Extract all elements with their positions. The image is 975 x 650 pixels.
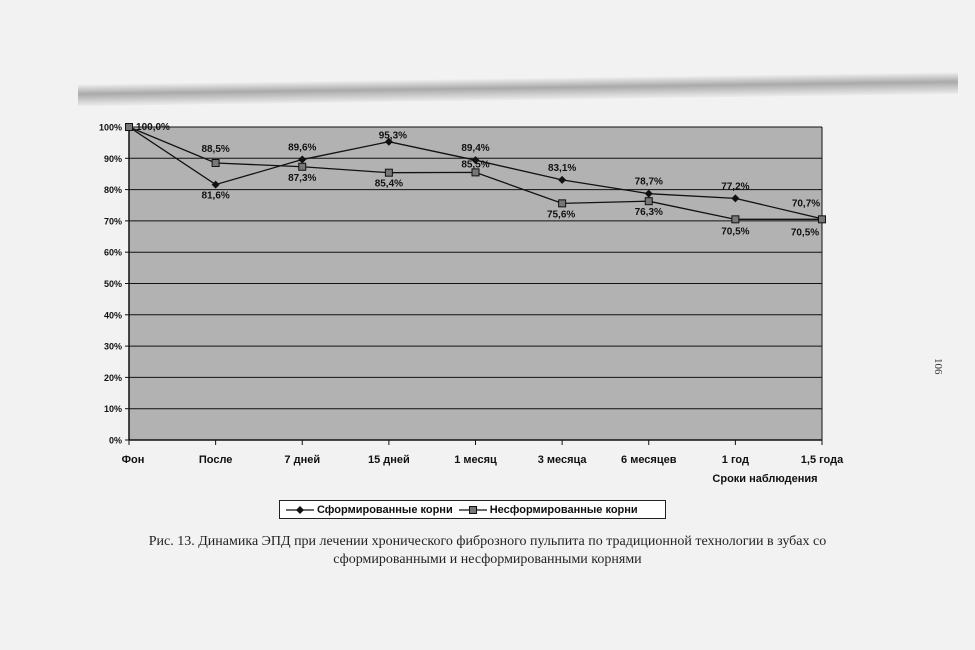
data-label-unformed: 88,5%: [201, 143, 230, 155]
y-tick-label: 80%: [103, 185, 122, 196]
x-tick-label: 15 дней: [367, 454, 410, 466]
legend-item-unformed: [459, 504, 638, 516]
square-marker-icon: [459, 505, 487, 515]
legend-item-formed: [286, 504, 453, 516]
data-label-unformed: 85,5%: [461, 159, 490, 171]
data-label-unformed: 76,3%: [634, 207, 663, 219]
data-label-formed: 70,7%: [791, 198, 821, 210]
data-label-formed: 78,7%: [634, 176, 663, 188]
x-tick-label: После: [198, 454, 233, 466]
data-label-unformed: 70,5%: [790, 227, 820, 239]
data-label-unformed: 85,4%: [374, 178, 404, 190]
data-label-formed: 83,1%: [547, 162, 577, 174]
figure-caption: [60, 533, 915, 569]
square-marker: [126, 124, 133, 131]
square-marker: [645, 198, 652, 205]
y-tick-label: 90%: [103, 153, 122, 164]
y-tick-label: 20%: [103, 372, 122, 383]
data-label-unformed: 75,6%: [546, 209, 576, 221]
legend-label-formed: Сформированные корни: [317, 503, 453, 516]
x-tick-label: 6 месяцев: [621, 454, 677, 466]
square-marker: [385, 169, 392, 176]
x-tick-label: 7 дней: [284, 454, 321, 466]
data-label-formed: 100,0%: [136, 122, 170, 133]
y-tick-label: 30%: [103, 341, 122, 352]
y-tick-label: 0%: [108, 435, 122, 446]
page-number: 106: [932, 358, 944, 375]
y-tick-label: 50%: [103, 279, 122, 289]
chart-legend: [279, 500, 666, 519]
data-label-unformed: 87,3%: [288, 172, 317, 184]
caption-line-1: Рис. 13. Динамика ЭПД при лечении хронического фиброзного пульпита по традиционной технологии в зубах со: [148, 534, 827, 549]
x-tick-label: 3 месяца: [537, 454, 587, 466]
y-tick-label: 70%: [103, 216, 122, 227]
y-tick-label: 100%: [98, 122, 122, 133]
data-label-formed: 81,6%: [201, 190, 230, 202]
x-tick-label: 1 год: [721, 454, 749, 466]
data-label-formed: 95,3%: [378, 130, 408, 142]
data-label-formed: 89,4%: [461, 143, 490, 155]
caption-line-2: сформированными и несформированными корнями: [333, 552, 642, 567]
square-marker: [819, 216, 826, 223]
x-tick-label: 1,5 года: [800, 454, 844, 466]
square-marker: [559, 200, 566, 207]
x-axis-title: Сроки наблюдения: [712, 473, 818, 485]
x-tick-label: Фон: [121, 454, 145, 466]
square-marker: [732, 216, 739, 223]
x-tick-label: 1 месяц: [454, 454, 497, 466]
diamond-marker-icon: [286, 505, 314, 515]
legend-label-unformed: Несформированные корни: [489, 503, 638, 516]
data-label-unformed: 70,5%: [721, 226, 750, 238]
y-tick-label: 60%: [103, 247, 122, 258]
square-marker: [212, 159, 219, 166]
data-label-formed: 77,2%: [721, 181, 750, 193]
y-tick-label: 40%: [103, 310, 122, 321]
y-tick-label: 10%: [103, 404, 122, 415]
data-label-formed: 89,6%: [288, 142, 317, 154]
square-marker: [299, 163, 306, 170]
